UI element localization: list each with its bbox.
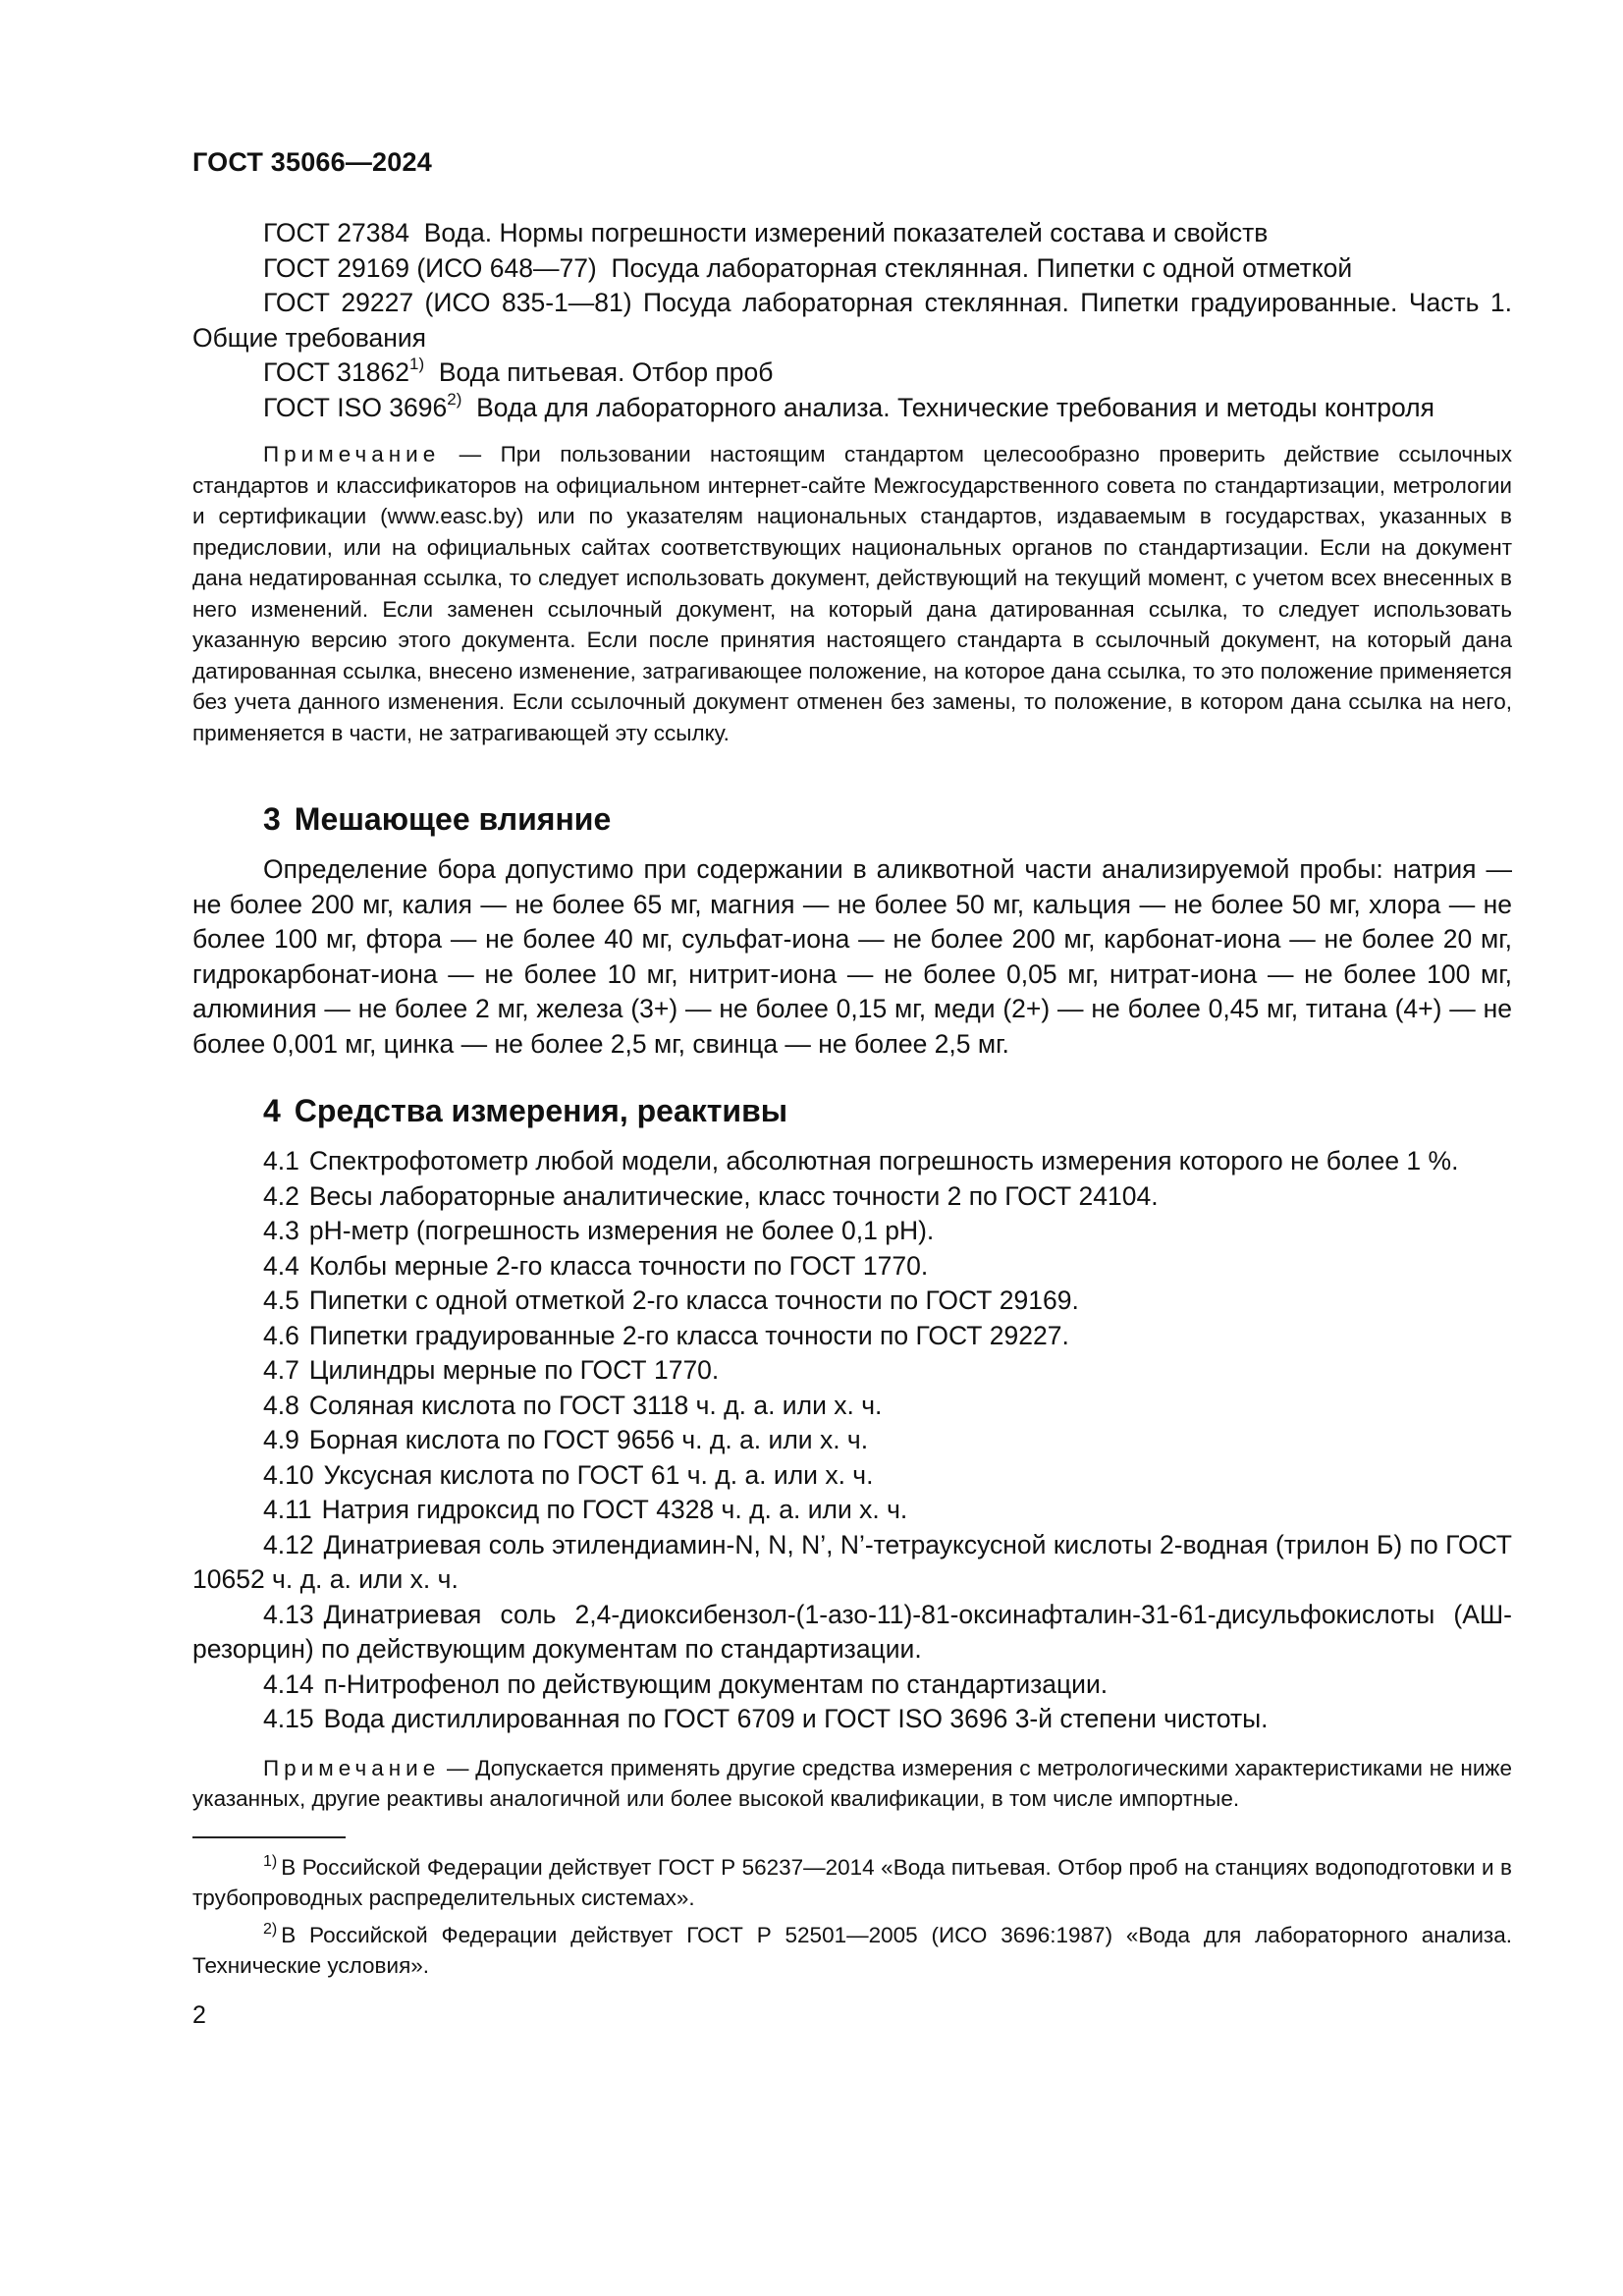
list-item: 4.6 Пипетки градуированные 2-го класса точности по ГОСТ 29227.	[263, 1320, 1069, 1350]
list-item: 4.7 Цилиндры мерные по ГОСТ 1770.	[263, 1355, 720, 1385]
reference-item: ГОСТ 31862$^{1)}$ Вода питьевая. Отбор проб	[263, 355, 774, 387]
note-references	[192, 439, 1512, 748]
footnote: $^{2)}$ В Российской Федерации действует ГОСТ Р 52501—2005 (ИСО 3696:1987) «Вода для лабораторного анализа. Технические условия».	[192, 1920, 1512, 1978]
list-item: 4.1 Спектрофотометр любой модели, абсолютная погрешность измерения которого не более 1 %.	[263, 1146, 1459, 1175]
page-number: 2	[192, 2001, 206, 2029]
list-item: 4.10 Уксусная кислота по ГОСТ 61 ч. д. а. или х. ч.	[263, 1459, 874, 1490]
list-item: 4.14 п-Нитрофенол по действующим документам по стандартизации.	[263, 1668, 1109, 1699]
section-paragraph: Определение бора допустимо при содержании в аликвотной части анализируемой пробы: натрия — не более 200 мг, калия — не более 65 мг, магния — не более 50 мг, кальция — не более 50 мг, хлора — не более 100 мг, фтора — не более 40 мг, сульфат-иона — не более 200 мг, карбонат-иона — не более 20 мг, гидрокарбонат-иона — не более 10 мг, нитрит-иона — не более 0,05 мг, нитрат-иона — не более 100 мг, алюминия — не более 2 мг, железа (3+) — не более 0,15 мг, меди (2+) — не более 0,45 мг, титана (4+) — не более 0,001 мг, цинка — не более 2,5 мг, свинца — не более 2,5 мг.	[192, 854, 1512, 1059]
document-header: ГОСТ 35066—2024	[192, 147, 432, 177]
list-item: 4.4 Колбы мерные 2-го класса точности по ГОСТ 1770.	[263, 1250, 929, 1281]
list-item: 4.11 Натрия гидроксид по ГОСТ 4328 ч. д. а. или х. ч.	[263, 1495, 908, 1524]
list-item: 4.2 Весы лабораторные аналитические, класс точности 2 по ГОСТ 24104.	[263, 1180, 1159, 1211]
list-item: 4.9 Борная кислота по ГОСТ 9656 ч. д. а. или х. ч.	[263, 1425, 869, 1454]
list-item: 4.5 Пипетки с одной отметкой 2-го класса точности по ГОСТ 29169.	[263, 1285, 1079, 1315]
section-heading: 3 Мешающее влияние	[263, 801, 612, 837]
footnote-marker: 2)	[447, 389, 462, 409]
list-item: 4.12 Динатриевая соль этилендиамин-N, N, N’, N’-тетрауксусной кислоты 2-водная (трилон Б) по ГОСТ 10652 ч. д. а. или х. ч.	[192, 1529, 1512, 1594]
list-item: 4.15 Вода дистиллированная по ГОСТ 6709 и ГОСТ ISO 3696 3-й степени чистоты.	[263, 1704, 1269, 1733]
note-label: Примечание	[263, 442, 441, 466]
footnote: $^{1)}$ В Российской Федерации действует ГОСТ Р 56237—2014 «Вода питьевая. Отбор проб на станциях водоподготовки и в трубопроводных распределительных системах».	[192, 1852, 1512, 1910]
reference-item: ГОСТ 29227 (ИСО 835-1—81) Посуда лабораторная стеклянная. Пипетки градуированные. Часть 1. Общие требования	[192, 288, 1512, 353]
footnote-marker: 1)	[408, 355, 425, 374]
note-label: Примечание	[263, 1755, 441, 1780]
footnote-separator	[192, 1836, 346, 1838]
section-heading: 4 Средства измерения, реактивы	[263, 1093, 788, 1128]
normative-references	[192, 216, 1512, 425]
list-item: 4.13 Динатриевая соль 2,4-диоксибензол-(1-азо-11)-81-оксинафталин-31-61-дисульфокислоты (АШ-резорцин) по действующим документам по стандартизации.	[192, 1599, 1512, 1664]
reference-item: ГОСТ ISO 3696$^{2)}$ Вода для лабораторного анализа. Технические требования и методы контроля	[263, 389, 1434, 422]
equipment-list	[192, 1144, 1512, 1737]
note-text: — Допускается применять другие средства измерения с метрологическими характеристиками не ниже указанных, другие реактивы аналогичной или более высокой квалификации, в том числе импортные.	[192, 1755, 1512, 1811]
note-substitutes	[192, 1753, 1512, 1815]
list-item: 4.8 Соляная кислота по ГОСТ 3118 ч. д. а. или х. ч.	[263, 1390, 883, 1420]
reference-item: ГОСТ 29169 (ИСО 648—77) Посуда лабораторная стеклянная. Пипетки с одной отметкой	[263, 252, 1353, 283]
page-content	[192, 216, 1512, 1982]
footnotes	[192, 1852, 1512, 1982]
note-text: — При пользовании настоящим стандартом целесообразно проверить действие ссылочных стандартов и классификаторов на официальном интернет-сайте Межгосударственного совета по стандартизации, метрологии и сертификации (www.easc.by) или по указателям национальных стандартов, издаваемым в государствах, указанных в предисловии, или на официальных сайтах соответствующих национальных органов по стандартизации. Если на документ дана недатированная ссылка, то следует использовать документ, действующий на текущий момент, с учетом всех внесенных в него изменений. Если заменен ссылочный документ, на который дана датированная ссылка, то следует использовать указанную версию этого документа. Если после принятия настоящего стандарта в ссылочный документ, на который дана датированная ссылка, внесено изменение, затрагивающее положение, на которое дана ссылка, то это положение применяется без учета данного изменения. Если ссылочный документ отменен без замены, то положение, в котором дана ссылка на него, применяется в части, не затрагивающей эту ссылку.	[192, 442, 1512, 745]
reference-item: ГОСТ 27384 Вода. Нормы погрешности измерений показателей состава и свойств	[263, 218, 1269, 247]
list-item: 4.3 pH-метр (погрешность измерения не более 0,1 pH).	[263, 1216, 935, 1245]
